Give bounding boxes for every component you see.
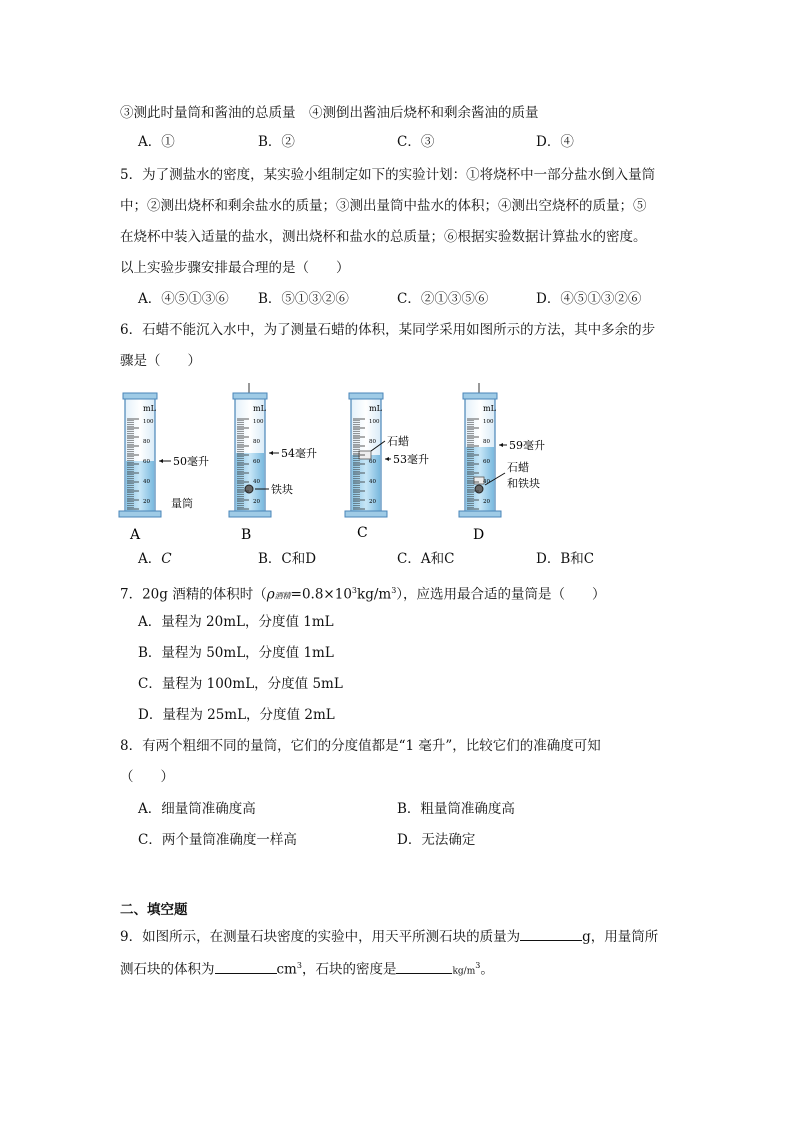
tick-label-40: 40 xyxy=(483,479,490,485)
q8-option-c[interactable]: C．两个量筒准确度一样高 xyxy=(138,832,297,848)
q6-option-c-prefix: C． xyxy=(397,551,421,567)
cylinder-c-reading: 53毫升 xyxy=(393,453,429,466)
q6-option-c-text: A和C xyxy=(420,551,455,567)
tick-label-80: 80 xyxy=(143,439,150,445)
q7-stem-mid: =0.8×10 xyxy=(290,586,352,603)
q6-option-b-text: C和D xyxy=(281,551,317,567)
cylinder-d-label: D xyxy=(473,527,485,543)
cylinder-b-unit: mL xyxy=(253,404,266,413)
q6-option-d-prefix: D． xyxy=(536,551,561,567)
q6-line-1: 6．石蜡不能沉入水中，为了测量石蜡的体积，某同学采用如图所示的方法，其中多余的步 xyxy=(120,322,656,338)
q9-unit-cm: cm xyxy=(276,961,297,978)
q5-option-b[interactable]: B．⑤①③②⑥ xyxy=(258,291,349,307)
q4-option-c[interactable]: C．③ xyxy=(397,134,435,150)
cylinder-d-reading: 59毫升 xyxy=(509,439,545,452)
cylinder-a-caption: 量筒 xyxy=(171,497,193,510)
q5-option-d[interactable]: D．④⑤①③②⑥ xyxy=(536,291,642,307)
cylinder-a-label: A xyxy=(130,527,141,543)
q6-option-d[interactable] xyxy=(536,550,594,568)
tick-label-40: 40 xyxy=(143,479,150,485)
q5-line-1: 5．为了测盐水的密度，某实验小组制定如下的实验计划：①将烧杯中一部分盐水倒入量筒 xyxy=(120,167,656,183)
cylinder-d-object-1: 石蜡 xyxy=(507,461,529,474)
cylinder-a xyxy=(119,393,209,543)
tick-label-80: 80 xyxy=(253,439,260,445)
q5-line-3: 在烧杯中装入适量的盐水，测出烧杯和盐水的总质量；⑥根据实验数据计算盐水的密度。 xyxy=(120,229,647,245)
density-blank[interactable] xyxy=(396,959,452,974)
q9-kgm-exponent: 3 xyxy=(475,961,481,970)
section-title: 二、填空题 xyxy=(120,902,188,918)
q9-line-1 xyxy=(120,926,658,946)
cylinder-d xyxy=(459,383,545,543)
q9-period: 。 xyxy=(480,961,494,978)
cylinder-c-object: 石蜡 xyxy=(387,435,409,448)
tick-label-60: 60 xyxy=(143,459,150,465)
cylinder-c-unit: mL xyxy=(369,404,382,413)
rho-subscript: 酒精 xyxy=(274,591,291,601)
cylinder-b-reading: 54毫升 xyxy=(281,447,317,460)
tick-label-20: 20 xyxy=(143,499,150,505)
q8-option-b[interactable]: B．粗量筒准确度高 xyxy=(397,801,515,817)
q7-stem-suffix: ），应选用最合适的量筒是（ ） xyxy=(396,586,606,603)
q9-part2: g，用量筒所 xyxy=(582,929,659,945)
q5-line-2: 中；②测出烧杯和剩余盐水的质量；③测出量筒中盐水的体积；④测出空烧杯的质量；⑤ xyxy=(120,198,647,214)
q4-stem: ③测此时量筒和酱油的总质量 ④测倒出酱油后烧杯和剩余酱油的质量 xyxy=(120,105,539,121)
q6-option-d-text: B和C xyxy=(560,551,595,567)
q4-option-b[interactable]: B．② xyxy=(258,134,295,150)
measuring-cylinders-figure xyxy=(115,383,595,543)
q6-option-b[interactable] xyxy=(258,550,316,568)
q9-line-2 xyxy=(120,957,494,981)
q7-stem-prefix: 7．20g 酒精的体积时（ xyxy=(120,586,267,603)
cylinder-b-label: B xyxy=(241,527,252,543)
q6-option-a-text: C xyxy=(161,551,172,567)
tick-label-40: 40 xyxy=(369,479,376,485)
tick-label-60: 60 xyxy=(253,459,260,465)
tick-label-60: 60 xyxy=(483,459,490,465)
q7-stem xyxy=(120,582,606,606)
q6-option-a[interactable] xyxy=(138,550,172,568)
q8-paren: （ ） xyxy=(120,769,174,785)
mass-blank[interactable] xyxy=(520,926,582,941)
tick-label-100: 100 xyxy=(483,419,494,425)
q9-unit-kgm: kg/m xyxy=(452,966,476,977)
tick-label-80: 80 xyxy=(369,439,376,445)
iron-block xyxy=(475,485,483,493)
q9-part1: 9．如图所示，在测量石块密度的实验中，用天平所测石块的质量为 xyxy=(120,929,521,945)
q5-option-a[interactable]: A．④⑤①③⑥ xyxy=(138,291,229,307)
cylinder-b xyxy=(229,383,317,543)
q7-option-c[interactable]: C．量程为 100mL，分度值 5mL xyxy=(138,676,343,692)
cylinder-a-unit: mL xyxy=(143,404,156,413)
tick-label-20: 20 xyxy=(369,499,376,505)
q5-option-c[interactable]: C．②①③⑤⑥ xyxy=(397,291,489,307)
tick-label-20: 20 xyxy=(483,499,490,505)
q4-option-a[interactable]: A．① xyxy=(138,134,175,150)
tick-label-100: 100 xyxy=(143,419,154,425)
q5-line-4: 以上实验步骤安排最合理的是（ ） xyxy=(120,260,350,276)
cylinder-d-unit: mL xyxy=(483,404,496,413)
q9-part3: 测石块的体积为 xyxy=(120,961,215,978)
q9-part5: ，石块的密度是 xyxy=(301,961,397,978)
iron-block xyxy=(245,485,253,493)
q9-cm-exponent: 3 xyxy=(296,961,302,970)
q7-option-b[interactable]: B．量程为 50mL，分度值 1mL xyxy=(138,645,334,661)
q6-option-b-prefix: B． xyxy=(258,551,282,567)
tick-label-20: 20 xyxy=(253,499,260,505)
cylinder-a-reading: 50毫升 xyxy=(173,455,209,468)
cylinder-d-object-2: 和铁块 xyxy=(507,477,540,490)
q4-option-d[interactable]: D．④ xyxy=(536,134,574,150)
tick-label-100: 100 xyxy=(369,419,380,425)
q7-exponent: 3 xyxy=(351,586,358,595)
q8-option-a[interactable]: A．细量筒准确度高 xyxy=(138,801,256,817)
q6-line-2: 骤是（ ） xyxy=(120,353,201,369)
volume-blank[interactable] xyxy=(215,959,277,974)
tick-label-60: 60 xyxy=(369,459,376,465)
q6-option-c[interactable] xyxy=(397,550,454,568)
q6-option-a-prefix: A． xyxy=(138,551,162,567)
cylinder-c xyxy=(345,393,429,541)
q7-option-d[interactable]: D．量程为 25mL，分度值 2mL xyxy=(138,707,335,723)
tick-label-40: 40 xyxy=(253,479,260,485)
q8-option-d[interactable]: D．无法确定 xyxy=(397,832,476,848)
cylinder-c-label: C xyxy=(357,525,368,541)
tick-label-100: 100 xyxy=(253,419,264,425)
q8-stem: 8．有两个粗细不同的量筒，它们的分度值都是“1 毫升”，比较它们的准确度可知 xyxy=(120,738,601,754)
rho-symbol: ρ xyxy=(266,586,275,603)
tick-label-80: 80 xyxy=(483,439,490,445)
cylinder-b-object: 铁块 xyxy=(271,483,293,496)
q7-unit: kg/m xyxy=(357,586,392,603)
q7-option-a[interactable]: A．量程为 20mL，分度值 1mL xyxy=(138,614,334,630)
q7-unit-exponent: 3 xyxy=(391,586,397,595)
